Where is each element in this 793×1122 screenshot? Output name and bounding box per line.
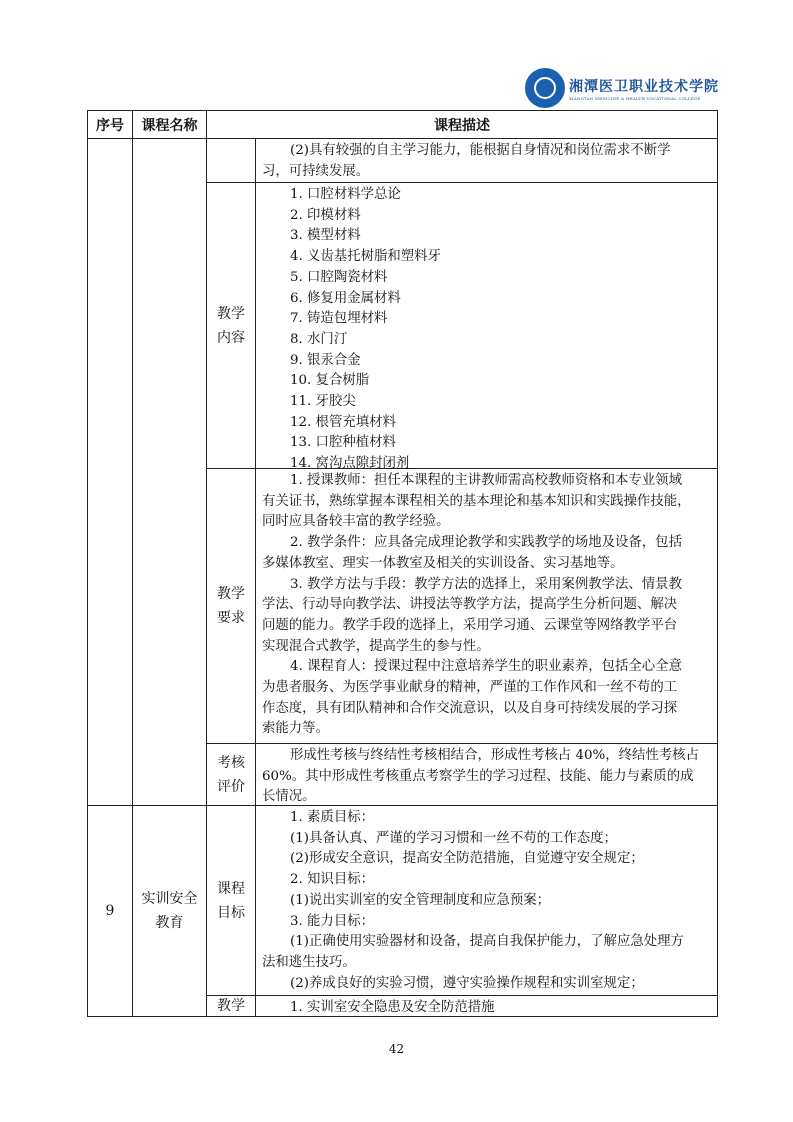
content-line: 形成性考核与终结性考核相结合，形成性考核占 40%，终结性考核占 — [290, 748, 699, 763]
section-label: 考核 评价 — [206, 743, 256, 806]
content-line: 习，可持续发展。 — [262, 163, 370, 179]
content-line: 为患者服务、为医学事业献身的精神，严谨的工作作风和一丝不苟的工 — [262, 680, 678, 696]
content-line: 2. 印模材料 — [290, 207, 361, 223]
content-line: 3. 能力目标： — [290, 913, 374, 929]
content-line: (1)正确使用实验器材和设备，提高自我保护能力，了解应急处理方 — [290, 934, 684, 950]
content-line: (1)说出实训室的安全管理制度和应急预案； — [290, 892, 550, 908]
content-line: 4. 课程育人：授课过程中注意培养学生的职业素养，包括全心全意 — [290, 659, 682, 675]
college-logo — [525, 68, 719, 108]
header-seq: 序号 — [87, 110, 133, 139]
content-line: 1. 授课教师：担任本课程的主讲教师需高校教师资格和本专业领域 — [290, 473, 682, 488]
section-content — [255, 468, 718, 744]
section-label: 课程 目标 — [206, 805, 256, 996]
content-line: 2. 教学条件：应具备完成理论教学和实践教学的场地及设备，包括 — [290, 535, 682, 551]
content-line: 3. 模型材料 — [290, 228, 361, 244]
content-line: (2)形成安全意识，提高安全防范措施，自觉遵守安全规定； — [290, 851, 644, 867]
content-line: 13. 口腔种植材料 — [290, 435, 396, 451]
content-line: 1. 口腔材料学总论 — [290, 187, 401, 202]
content-line: 11. 牙胶尖 — [290, 394, 356, 410]
content-line: 长情况。 — [262, 789, 316, 805]
content-line: 1. 实训室安全隐患及安全防范措施 — [290, 1000, 495, 1015]
section-content — [255, 138, 718, 183]
logo-name-cn: 湘潭医卫职业技术学院 — [569, 78, 719, 95]
content-line: 索能力等。 — [262, 721, 329, 737]
content-line: 10. 复合树脂 — [290, 373, 370, 389]
content-line: 14. 窝沟点隙封闭剂 — [290, 456, 410, 472]
content-line: (2)具有较强的自主学习能力，能根据自身情况和岗位需求不断学 — [290, 143, 671, 158]
section-content — [255, 182, 718, 472]
section-content — [255, 743, 718, 806]
content-line: 4. 义齿基托树脂和塑料牙 — [290, 249, 441, 265]
content-line: 8. 水门汀 — [290, 331, 348, 347]
page-number: 42 — [388, 1042, 405, 1056]
content-line: 3. 教学方法与手段：教学方法的选择上，采用案例教学法、情景教 — [290, 576, 682, 592]
college-seal-icon — [525, 68, 565, 108]
content-line: 同时应具备较丰富的教学经验。 — [262, 514, 450, 530]
content-line: 实现混合式教学，提高学生的参与性。 — [262, 638, 490, 654]
course-name-cell: 实训安全 教育 — [132, 805, 207, 1017]
header-course-name: 课程名称 — [132, 110, 207, 139]
content-line: (1)具备认真、严谨的学习习惯和一丝不苟的工作态度； — [290, 830, 617, 846]
logo-name-en: XIANGTAN MEDICINE & HEALTH VOCATIONAL COLLEGE — [569, 95, 701, 101]
section-label: 教学 内容 — [206, 182, 256, 469]
content-line: (2)养成良好的实验习惯，遵守实验操作规程和实训室规定； — [290, 975, 644, 991]
content-line: 2. 知识目标： — [290, 872, 374, 888]
content-line: 多媒体教室、理实一体教室及相关的实训设备、实习基地等。 — [262, 555, 624, 571]
content-line: 1. 素质目标： — [290, 810, 374, 825]
content-line: 12. 根管充填材料 — [290, 414, 396, 430]
section-content — [255, 995, 718, 1017]
section-label: 教学 要求 — [206, 468, 256, 744]
content-line: 6. 修复用金属材料 — [290, 290, 401, 306]
name-cell-continued — [132, 138, 207, 806]
seq-cell-continued — [87, 138, 133, 806]
section-content — [255, 805, 718, 996]
content-line: 5. 口腔陶瓷材料 — [290, 269, 388, 285]
content-line: 7. 铸造包埋材料 — [290, 311, 388, 327]
content-line: 有关证书，熟练掌握本课程相关的基本理论和基本知识和实践操作技能， — [262, 493, 691, 509]
content-line: 作态度，具有团队精神和合作交流意识，以及自身可持续发展的学习探 — [262, 700, 678, 716]
content-line: 60%。其中形成性考核重点考察学生的学习过程、技能、能力与素质的成 — [262, 768, 694, 784]
section-label — [206, 138, 256, 183]
section-label: 教学 — [206, 995, 256, 1017]
content-line: 问题的能力。教学手段的选择上，采用学习通、云课堂等网络教学平台 — [262, 617, 678, 633]
content-line: 法和逃生技巧。 — [262, 954, 356, 970]
content-line: 学法、行动导向教学法、讲授法等教学方法，提高学生分析问题、解决 — [262, 597, 678, 613]
seq-cell: 9 — [87, 805, 133, 1017]
header-course-desc: 课程描述 — [206, 110, 718, 139]
content-line: 9. 银汞合金 — [290, 352, 361, 368]
